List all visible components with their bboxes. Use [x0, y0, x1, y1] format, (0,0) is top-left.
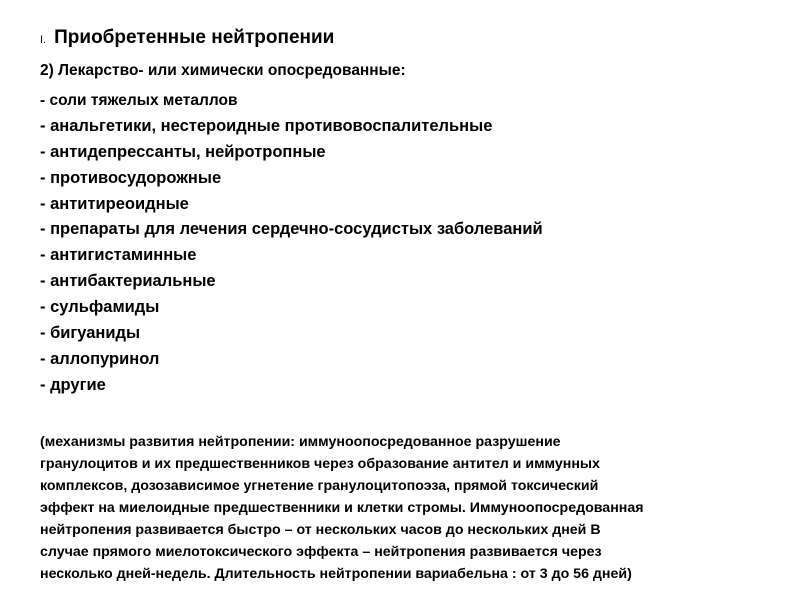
heading [40, 28, 334, 47]
section-title: Приобретенные нейтропении [54, 27, 335, 48]
subheading: 2) Лекарство- или химически опосредованные: [40, 62, 406, 79]
list-item: - препараты для лечения сердечно-сосудистых заболеваний [40, 220, 543, 239]
paragraph-line: случае прямого миелотоксического эффекта – нейтропения развивается через [40, 544, 602, 560]
paragraph-line: эффект на миелоидные предшественники и клетки стромы. Иммуноопосредованная [40, 500, 644, 516]
list-item: - аллопуринол [40, 349, 160, 368]
list-item: - соли тяжелых металлов [40, 92, 238, 109]
paragraph-line: комплексов, дозозависимое угнетение гранулоцитопоэза, прямой токсический [40, 478, 599, 494]
paragraph-line: несколько дней-недель. Длительность нейтропении вариабельна : от 3 до 56 дней) [40, 566, 632, 582]
section-numeral: I. [40, 34, 47, 46]
list-item: - противосудорожные [40, 168, 222, 187]
mechanisms-paragraph [40, 431, 770, 585]
list-item: - антидепрессанты, нейротропные [40, 142, 326, 161]
list-item: - антитиреоидные [40, 194, 189, 213]
list-item: - антибактериальные [40, 272, 216, 291]
list-item: - анальгетики, нестероидные противовоспалительные [40, 116, 493, 135]
paragraph-line: гранулоцитов и их предшественников через образование антител и иммунных [40, 456, 600, 472]
drug-class-list [40, 88, 543, 399]
list-item: - антигистаминные [40, 246, 197, 265]
list-item: - другие [40, 375, 106, 394]
paragraph-line: нейтропения развивается быстро – от нескольких часов до нескольких дней В [40, 522, 601, 538]
list-item: - сульфамиды [40, 298, 160, 317]
list-item: - бигуаниды [40, 324, 141, 343]
paragraph-line: (механизмы развития нейтропении: иммуноопосредованное разрушение [40, 434, 561, 450]
